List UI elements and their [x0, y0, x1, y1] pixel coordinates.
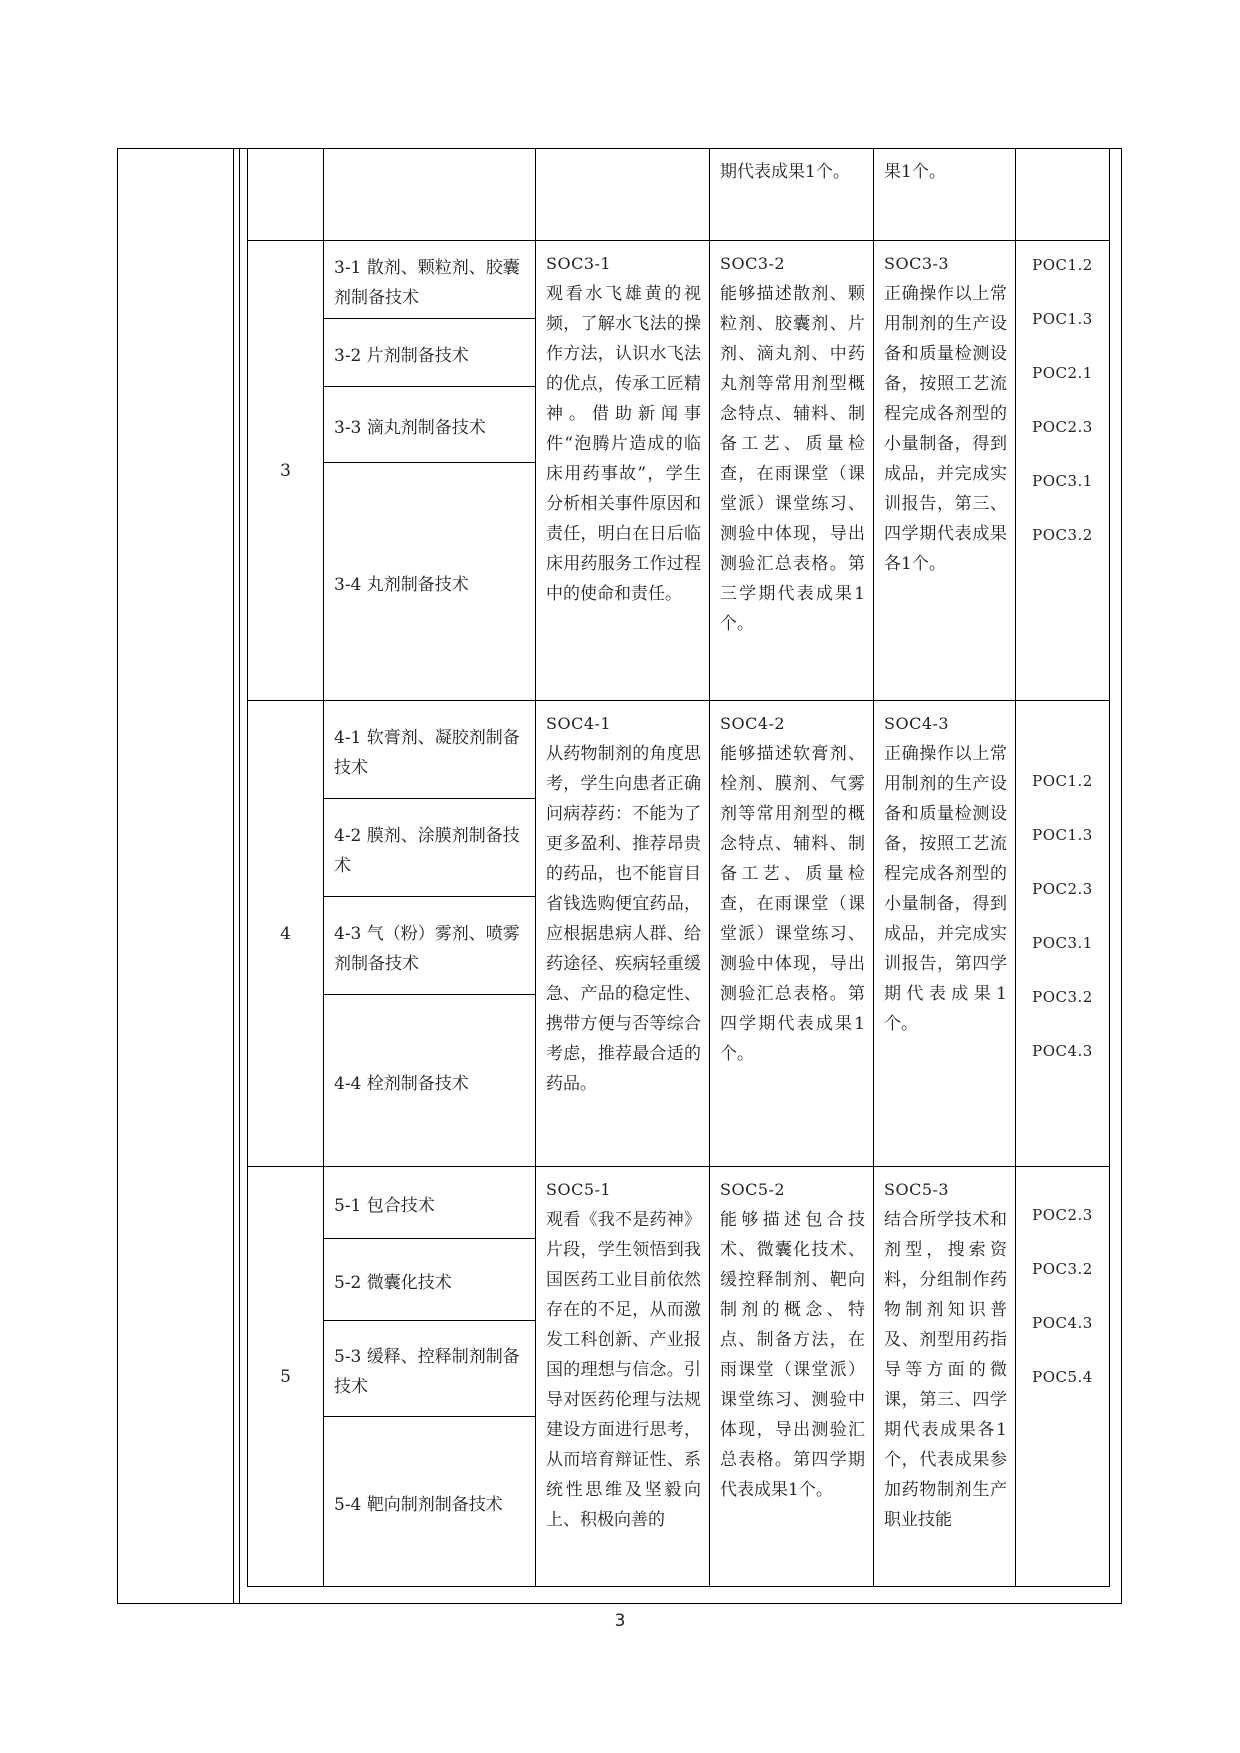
- soc-text: 能够描述散剂、颗粒剂、胶囊剂、片剂、滴丸剂、中药丸剂等常用剂型概念特点、辅料、制备工艺、质量检查，在雨课堂（课堂派）课堂练习、测验中体现，导出测验汇总表格。第三学期代表成果1个。: [720, 284, 865, 634]
- poc-item: POC3.2: [1032, 526, 1093, 544]
- soc-ideological-cell: [536, 701, 710, 1167]
- poc-item: POC3.2: [1032, 1260, 1093, 1278]
- cell-empty: [324, 149, 536, 241]
- unit-number: 4: [248, 701, 324, 1167]
- frame-line-left: [117, 148, 118, 1604]
- poc-cell: [1016, 1167, 1110, 1587]
- topic-cell: 4-2 膜剂、涂膜剂制备技术: [324, 799, 536, 897]
- soc-code: SOC4-2: [720, 714, 786, 733]
- soc-text: 正确操作以上常用制剂的生产设备和质量检测设备，按照工艺流程完成各剂型的小量制备，得到成品，并完成实训报告，第三、四学期代表成果各1个。: [884, 284, 1007, 574]
- table-row: [248, 241, 1110, 319]
- cell-empty: [536, 149, 710, 241]
- soc-text: 观看水飞雄黄的视频，了解水飞法的操作方法，认识水飞法的优点，传承工匠精神。借助新闻事件“泡腾片造成的临床用药事故”，学生分析相关事件原因和责任，明白在日后临床用药服务工作过程中的使命和责任。: [546, 284, 701, 604]
- poc-item: POC1.2: [1032, 772, 1093, 790]
- poc-item: POC1.3: [1032, 310, 1093, 328]
- soc-code: SOC5-2: [720, 1180, 786, 1199]
- topic-cell: 3-4 丸剂制备技术: [324, 463, 536, 701]
- soc-ideological-cell: [536, 1167, 710, 1587]
- soc-code: SOC3-2: [720, 254, 786, 273]
- soc-code: SOC4-1: [546, 714, 612, 733]
- topic-cell: 5-1 包合技术: [324, 1167, 536, 1239]
- soc-code: SOC3-1: [546, 254, 612, 273]
- soc-skill-cell: [874, 1167, 1016, 1587]
- topic-cell: 5-2 微囊化技术: [324, 1239, 536, 1321]
- soc-code: SOC5-3: [884, 1180, 950, 1199]
- poc-item: POC3.1: [1032, 472, 1093, 490]
- soc-code: SOC4-3: [884, 714, 950, 733]
- cell-carry-soc-c: 果1个。: [874, 149, 1016, 241]
- frame-line-1: [233, 148, 234, 1604]
- unit-number: 5: [248, 1167, 324, 1587]
- topic-cell: 3-2 片剂制备技术: [324, 319, 536, 387]
- poc-cell: [1016, 701, 1110, 1167]
- poc-item: POC2.3: [1032, 418, 1093, 436]
- topic-cell: 3-3 滴丸剂制备技术: [324, 387, 536, 463]
- frame-line-right: [1121, 148, 1122, 1604]
- cell-empty: [1016, 149, 1110, 241]
- course-outcome-table: [247, 148, 1110, 1587]
- topic-cell: 4-1 软膏剂、凝胶剂制备技术: [324, 701, 536, 799]
- table-row-carry: [248, 149, 1110, 241]
- topic-cell: 3-1 散剂、颗粒剂、胶囊剂制备技术: [324, 241, 536, 319]
- poc-item: POC3.2: [1032, 988, 1093, 1006]
- poc-item: POC3.1: [1032, 934, 1093, 952]
- table-row: [248, 1167, 1110, 1239]
- poc-item: POC2.3: [1032, 880, 1093, 898]
- frame-line-2: [239, 148, 240, 1604]
- soc-text: 能够描述包合技术、微囊化技术、缓控释制剂、靶向制剂的概念、特点、制备方法，在雨课堂（课堂派）课堂练习、测验中体现，导出测验汇总表格。第四学期代表成果1个。: [720, 1210, 865, 1500]
- soc-skill-cell: [874, 241, 1016, 701]
- cell-empty: [248, 149, 324, 241]
- soc-knowledge-cell: [710, 701, 874, 1167]
- poc-item: POC4.3: [1032, 1314, 1093, 1332]
- poc-item: POC4.3: [1032, 1042, 1093, 1060]
- page-number: 3: [614, 1611, 626, 1631]
- soc-text: 从药物制剂的角度思考，学生向患者正确问病荐药：不能为了更多盈利、推荐昂贵的药品，也不能盲目省钱选购便宜药品，应根据患病人群、给药途径、疾病轻重缓急、产品的稳定性、携带方便与否等综合考虑，推荐最合适的药品。: [546, 744, 701, 1094]
- soc-text: 结合所学技术和剂型，搜索资料，分组制作药物制剂知识普及、剂型用药指导等方面的微课，第三、四学期代表成果各1个，代表成果参加药物制剂生产职业技能: [884, 1210, 1007, 1530]
- table-row: [248, 701, 1110, 799]
- soc-knowledge-cell: [710, 1167, 874, 1587]
- poc-item: POC1.2: [1032, 256, 1093, 274]
- soc-code: SOC5-1: [546, 1180, 612, 1199]
- soc-knowledge-cell: [710, 241, 874, 701]
- cell-carry-soc-b: 期代表成果1个。: [710, 149, 874, 241]
- soc-skill-cell: [874, 701, 1016, 1167]
- topic-cell: 5-3 缓释、控释制剂制备技术: [324, 1321, 536, 1417]
- soc-code: SOC3-3: [884, 254, 950, 273]
- poc-item: POC5.4: [1032, 1368, 1093, 1386]
- soc-text: 正确操作以上常用制剂的生产设备和质量检测设备，按照工艺流程完成各剂型的小量制备，得到成品，并完成实训报告，第四学期代表成果1个。: [884, 744, 1007, 1034]
- poc-item: POC2.3: [1032, 1206, 1093, 1224]
- unit-number: 3: [248, 241, 324, 701]
- topic-cell: 4-4 栓剂制备技术: [324, 995, 536, 1167]
- soc-ideological-cell: [536, 241, 710, 701]
- topic-cell: 5-4 靶向制剂制备技术: [324, 1417, 536, 1587]
- poc-cell: [1016, 241, 1110, 701]
- soc-text: 能够描述软膏剂、栓剂、膜剂、气雾剂等常用剂型的概念特点、辅料、制备工艺、质量检查，在雨课堂（课堂派）课堂练习、测验中体现，导出测验汇总表格。第四学期代表成果1个。: [720, 744, 865, 1064]
- poc-item: POC2.1: [1032, 364, 1093, 382]
- poc-item: POC1.3: [1032, 826, 1093, 844]
- topic-cell: 4-3 气（粉）雾剂、喷雾剂制备技术: [324, 897, 536, 995]
- soc-text: 观看《我不是药神》片段，学生领悟到我国医药工业目前依然存在的不足，从而激发工科创新、产业报国的理想与信念。引导对医药伦理与法规建设方面进行思考，从而培育辩证性、系统性思维及坚毅向上、积极向善的: [546, 1210, 701, 1530]
